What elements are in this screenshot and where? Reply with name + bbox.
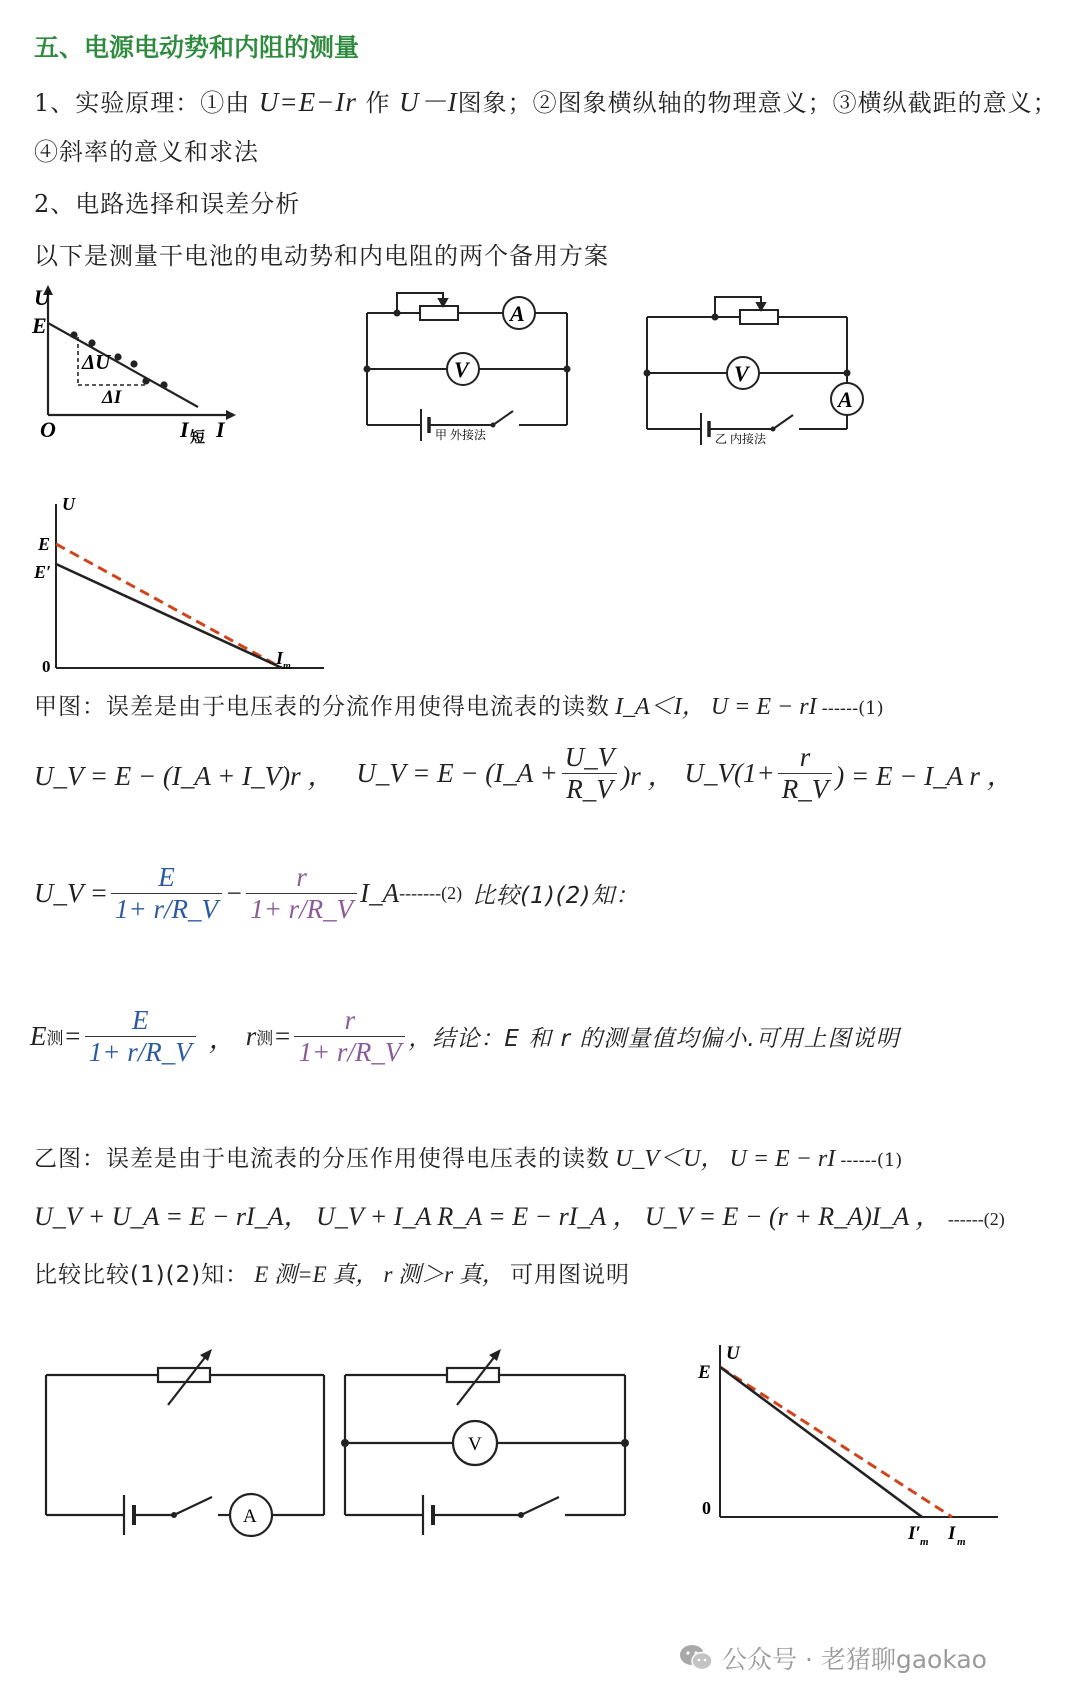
jia-cond: I_A＜I，	[615, 694, 706, 720]
yi-tag: ------(1)	[840, 1150, 903, 1171]
compare-rel2: r 测＞r 真，	[383, 1262, 505, 1287]
eq-row4	[34, 1196, 1005, 1233]
r-meas: r	[245, 1021, 257, 1051]
circuit-yi	[635, 287, 935, 452]
svg-text:m: m	[957, 1536, 966, 1548]
jia-eq: U = E − rI	[710, 694, 817, 720]
eq-row4-tag: ------(2)	[947, 1209, 1005, 1229]
data-point	[114, 353, 121, 360]
conclusion-text: ，结论：E 和 r 的测量值均偏小.可用上图说明	[408, 1026, 900, 1052]
data-point	[130, 360, 137, 367]
fraction: $\frac{r}{1+ r/R\_V}$	[294, 1005, 405, 1068]
item1-formula: U=E−Ir	[258, 87, 357, 117]
eq-row2	[34, 862, 639, 925]
svg-text:m: m	[920, 1536, 929, 1548]
origin-label: 0	[42, 657, 51, 676]
e-measured-label: E′	[34, 562, 52, 582]
circuit-jia-caption: 甲 外接法	[435, 428, 487, 442]
fraction: $\frac{r}{R\_V}$	[778, 742, 833, 805]
eq-row1-c-end: ) = E − I_A r ，	[835, 761, 1014, 791]
compare-text2: 可用图说明	[509, 1262, 630, 1288]
axis-u-label: U	[34, 285, 50, 310]
voltmeter-symbol: V	[454, 357, 469, 382]
item1-axes: U－I	[399, 87, 458, 117]
wechat-icon	[678, 1643, 714, 1673]
item1-line1	[34, 80, 1058, 119]
voltmeter-symbol: V	[468, 1434, 482, 1455]
ui-graph-jia-error	[28, 492, 328, 677]
compare-rel1: E 测=E 真，	[254, 1262, 379, 1287]
delta-i-label: ΔI	[102, 387, 122, 408]
eq-row4-c: U_V = E − (r + R_A)I_A ，	[644, 1202, 942, 1231]
item1-mid: 作	[365, 89, 391, 117]
eq-row2-tag: -------(2)	[399, 883, 463, 903]
compare-text1: 比较比较(1)(2)知：	[34, 1262, 250, 1288]
origin-label: 0	[702, 1498, 711, 1518]
eq-row2-lhs: U_V =	[34, 878, 108, 908]
i-m-label: I	[276, 648, 284, 668]
item2-heading: 2、电路选择和误差分析	[34, 190, 301, 218]
data-point	[142, 377, 149, 384]
yi-line	[34, 1138, 902, 1173]
data-point	[160, 381, 167, 388]
i-short-label: I	[180, 417, 189, 442]
section-title: 五、电源电动势和内阻的测量	[34, 33, 360, 62]
axis-u-label: U	[62, 494, 75, 514]
circuit-jia	[355, 283, 585, 443]
delta-u-label: ΔU	[82, 350, 111, 374]
voltmeter-symbol: V	[734, 361, 749, 386]
circuit-ammeter-series	[40, 1345, 330, 1545]
compare-line	[34, 1256, 630, 1289]
ammeter-symbol: A	[510, 301, 525, 326]
i-m-prime-label: I′	[908, 1523, 921, 1544]
watermark	[678, 1640, 987, 1676]
origin-label: O	[40, 417, 56, 442]
intro-text: 以下是测量干电池的电动势和内电阻的两个备用方案	[34, 242, 609, 270]
item1-line2: ④斜率的意义和求法	[34, 138, 259, 166]
eq-row4-a: U_V + U_A = E − rI_A，	[34, 1202, 310, 1231]
item1-rest: 图象；②图象横纵轴的物理意义；③横纵截距的意义；	[457, 89, 1058, 117]
i-m-sub: m	[283, 661, 291, 672]
ammeter-symbol: A	[838, 387, 853, 412]
e-true-label: E	[38, 534, 51, 554]
eq-row1	[34, 742, 1014, 805]
watermark-text: 公众号 · 老猪聊gaokao	[722, 1645, 987, 1674]
eq-row1-b: U_V = E − (I_A +	[356, 758, 558, 788]
ui-graph-points	[30, 285, 260, 445]
item1-prefix: 1、实验原理：①由	[34, 89, 251, 117]
i-m-label: I	[948, 1523, 956, 1544]
fraction: $\frac{r}{1+ r/R\_V}$	[246, 862, 357, 925]
jia-label: 甲图：误差是由于电压表的分流作用使得电流表的读数	[34, 694, 610, 720]
eq-row4-b: U_V + I_A R_A = E − rI_A ，	[316, 1202, 639, 1231]
yi-eq: U = E − rI	[729, 1146, 836, 1172]
minus-sign: −	[224, 878, 244, 908]
fraction: $\frac{E}{1+ r/R\_V}$	[111, 862, 222, 925]
fraction: $\frac{E}{1+ r/R\_V}$	[85, 1005, 196, 1068]
jia-line	[34, 686, 884, 721]
fraction: $\frac{U\_V}{R\_V}$	[561, 742, 619, 805]
circuit-yi-caption: 乙 内接法	[715, 432, 767, 446]
e-label: E	[698, 1362, 711, 1383]
data-point	[88, 339, 95, 346]
e-label: E	[32, 313, 47, 338]
eq-row3: E 测 = $\frac{E}{1+ r/R\_V}$ ， r 测 = $\frac{r}{1+ r/R\_V}$ ，结论：E 和 r 的测量值均偏小.可用上图说明	[30, 1005, 900, 1067]
eq-row1-b-end: )r ，	[621, 761, 675, 791]
eq-row2-ia: I_A	[360, 878, 400, 908]
eq-row1-a: U_V = E − (I_A + I_V)r ，	[34, 761, 335, 791]
data-point	[70, 331, 77, 338]
axis-u-label: U	[726, 1343, 740, 1364]
i-short-sub: 短	[190, 430, 206, 445]
ui-graph-yi-error	[690, 1335, 1000, 1555]
eq-row1-c: U_V(1+	[684, 758, 775, 788]
jia-tag: ------(1)	[821, 698, 884, 719]
ammeter-symbol: A	[243, 1506, 257, 1527]
circuit-voltmeter-parallel	[335, 1345, 635, 1545]
e-meas: E	[30, 1021, 47, 1051]
eq-row2-text: 比较(1)(2)知：	[472, 883, 640, 909]
yi-label: 乙图：误差是由于电流表的分压作用使得电压表的读数	[34, 1146, 610, 1172]
yi-cond: U_V＜U，	[615, 1146, 725, 1172]
axis-i-label: I	[216, 417, 225, 442]
